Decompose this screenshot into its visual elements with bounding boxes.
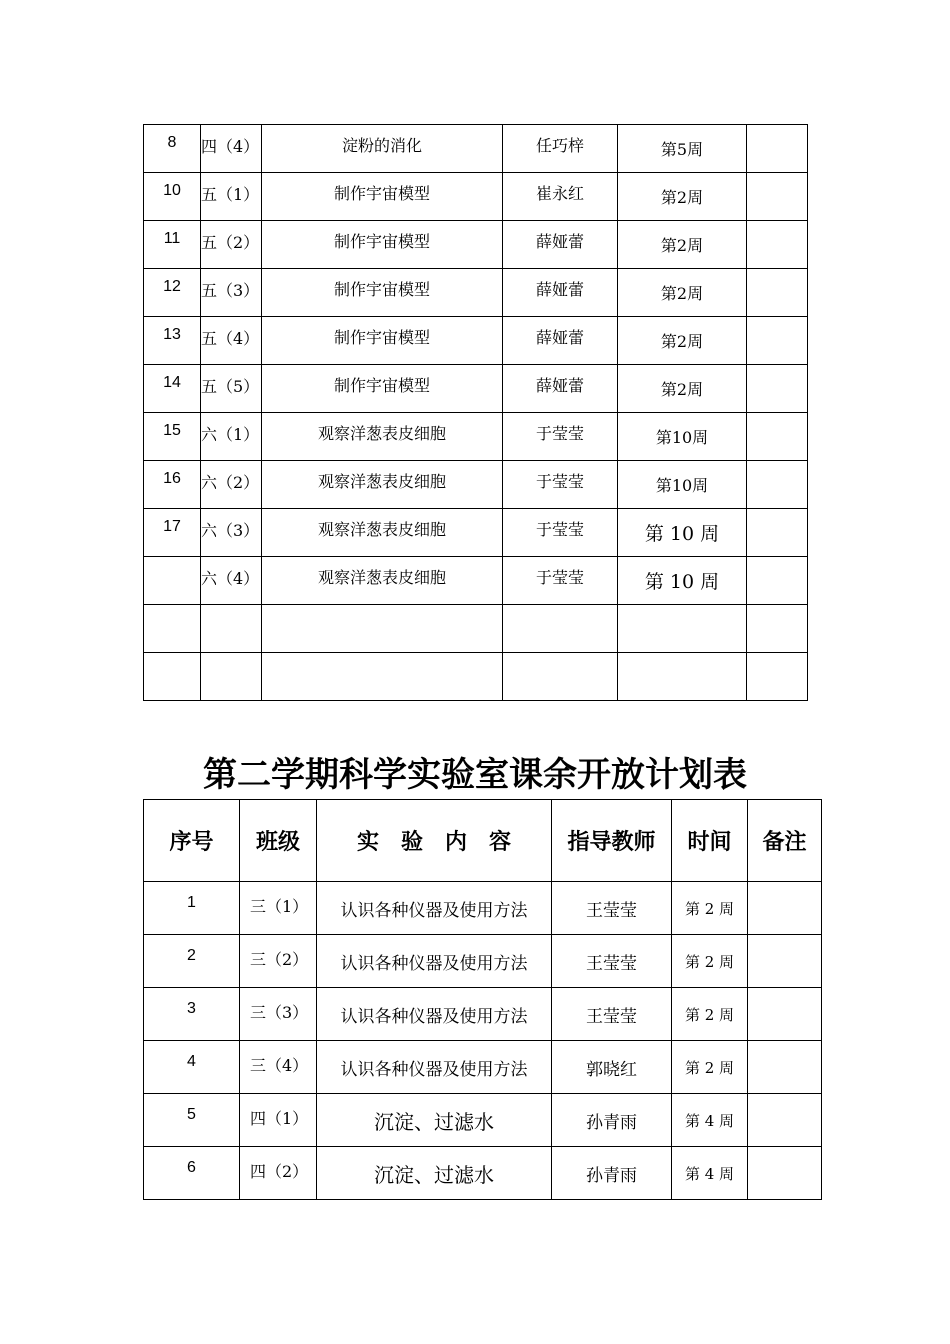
note-cell — [747, 557, 808, 605]
note-cell — [747, 605, 808, 653]
class-cell: 四（4） — [201, 125, 262, 173]
row-number: 14 — [144, 365, 201, 413]
table-row — [144, 935, 822, 988]
content-cell: 认识各种仪器及使用方法 — [317, 882, 552, 935]
teacher-cell: 薛娅蕾 — [503, 269, 618, 317]
table-row — [144, 221, 808, 269]
content-cell: 沉淀、过滤水 — [317, 1147, 552, 1200]
time-cell: 第10周 — [618, 413, 747, 461]
time-cell: 第 2 周 — [672, 882, 748, 935]
time-cell — [618, 605, 747, 653]
table-row — [144, 461, 808, 509]
table-row — [144, 1094, 822, 1147]
teacher-cell — [503, 653, 618, 701]
time-cell: 第 4 周 — [672, 1094, 748, 1147]
time-cell — [618, 653, 747, 701]
row-number: 16 — [144, 461, 201, 509]
teacher-cell: 薛娅蕾 — [503, 221, 618, 269]
note-cell — [747, 413, 808, 461]
content-cell — [262, 605, 503, 653]
content-cell: 认识各种仪器及使用方法 — [317, 1041, 552, 1094]
note-cell — [747, 269, 808, 317]
row-number: 11 — [144, 221, 201, 269]
class-cell: 六（3） — [201, 509, 262, 557]
row-number: 10 — [144, 173, 201, 221]
content-cell: 制作宇宙模型 — [262, 269, 503, 317]
teacher-cell: 郭晓红 — [552, 1041, 672, 1094]
row-number — [144, 605, 201, 653]
table-row — [144, 125, 808, 173]
content-cell: 制作宇宙模型 — [262, 173, 503, 221]
table-row — [144, 413, 808, 461]
note-cell — [747, 173, 808, 221]
row-number — [144, 557, 201, 605]
time-cell: 第 2 周 — [672, 935, 748, 988]
teacher-cell: 于莹莹 — [503, 461, 618, 509]
header-note: 备注 — [748, 800, 822, 882]
note-cell — [747, 221, 808, 269]
table-row — [144, 882, 822, 935]
teacher-cell: 于莹莹 — [503, 557, 618, 605]
row-number: 13 — [144, 317, 201, 365]
content-cell: 认识各种仪器及使用方法 — [317, 935, 552, 988]
content-cell: 制作宇宙模型 — [262, 365, 503, 413]
time-cell: 第2周 — [618, 269, 747, 317]
page-title: 第二学期科学实验室课余开放计划表 — [203, 755, 747, 795]
class-cell — [201, 605, 262, 653]
content-cell: 制作宇宙模型 — [262, 317, 503, 365]
teacher-cell: 王莹莹 — [552, 935, 672, 988]
table-row — [144, 1041, 822, 1094]
content-cell: 认识各种仪器及使用方法 — [317, 988, 552, 1041]
note-cell — [747, 317, 808, 365]
row-number: 1 — [144, 882, 240, 935]
header-time: 时间 — [672, 800, 748, 882]
class-cell: 五（4） — [201, 317, 262, 365]
note-cell — [747, 461, 808, 509]
table-row — [144, 317, 808, 365]
class-cell: 三（3） — [240, 988, 317, 1041]
note-cell — [748, 1041, 822, 1094]
row-number: 3 — [144, 988, 240, 1041]
teacher-cell: 于莹莹 — [503, 509, 618, 557]
time-cell: 第 4 周 — [672, 1147, 748, 1200]
teacher-cell: 王莹莹 — [552, 988, 672, 1041]
teacher-cell: 薛娅蕾 — [503, 365, 618, 413]
time-cell: 第10周 — [618, 461, 747, 509]
class-cell: 五（2） — [201, 221, 262, 269]
teacher-cell: 崔永红 — [503, 173, 618, 221]
time-cell: 第 2 周 — [672, 988, 748, 1041]
content-cell: 沉淀、过滤水 — [317, 1094, 552, 1147]
class-cell: 四（1） — [240, 1094, 317, 1147]
row-number: 12 — [144, 269, 201, 317]
class-cell: 三（4） — [240, 1041, 317, 1094]
class-cell: 六（2） — [201, 461, 262, 509]
row-number — [144, 653, 201, 701]
row-number: 5 — [144, 1094, 240, 1147]
time-cell: 第 2 周 — [672, 1041, 748, 1094]
content-cell: 淀粉的消化 — [262, 125, 503, 173]
table-row — [144, 365, 808, 413]
row-number: 17 — [144, 509, 201, 557]
note-cell — [748, 1147, 822, 1200]
time-cell: 第 10 周 — [618, 509, 747, 557]
teacher-cell: 王莹莹 — [552, 882, 672, 935]
class-cell: 五（1） — [201, 173, 262, 221]
class-cell: 五（3） — [201, 269, 262, 317]
class-cell: 六（4） — [201, 557, 262, 605]
teacher-cell: 薛娅蕾 — [503, 317, 618, 365]
table-row — [144, 269, 808, 317]
teacher-cell — [503, 605, 618, 653]
note-cell — [747, 365, 808, 413]
table-row — [144, 173, 808, 221]
note-cell — [747, 125, 808, 173]
row-number: 2 — [144, 935, 240, 988]
note-cell — [748, 988, 822, 1041]
note-cell — [747, 509, 808, 557]
content-cell — [262, 653, 503, 701]
row-number: 15 — [144, 413, 201, 461]
table-row — [144, 653, 808, 701]
note-cell — [748, 935, 822, 988]
class-cell: 三（1） — [240, 882, 317, 935]
content-cell: 制作宇宙模型 — [262, 221, 503, 269]
note-cell — [748, 882, 822, 935]
table-row — [144, 605, 808, 653]
table-row — [144, 988, 822, 1041]
schedule-table-continued — [143, 124, 808, 701]
class-cell: 六（1） — [201, 413, 262, 461]
note-cell — [748, 1094, 822, 1147]
class-cell: 四（2） — [240, 1147, 317, 1200]
time-cell: 第5周 — [618, 125, 747, 173]
row-number: 8 — [144, 125, 201, 173]
table-row — [144, 509, 808, 557]
header-teacher: 指导教师 — [552, 800, 672, 882]
teacher-cell: 任巧梓 — [503, 125, 618, 173]
time-cell: 第2周 — [618, 317, 747, 365]
time-cell: 第 10 周 — [618, 557, 747, 605]
table-row — [144, 557, 808, 605]
teacher-cell: 孙青雨 — [552, 1094, 672, 1147]
header-number: 序号 — [144, 800, 240, 882]
content-cell: 观察洋葱表皮细胞 — [262, 509, 503, 557]
time-cell: 第2周 — [618, 221, 747, 269]
time-cell: 第2周 — [618, 365, 747, 413]
teacher-cell: 孙青雨 — [552, 1147, 672, 1200]
header-class: 班级 — [240, 800, 317, 882]
content-cell: 观察洋葱表皮细胞 — [262, 461, 503, 509]
time-cell: 第2周 — [618, 173, 747, 221]
teacher-cell: 于莹莹 — [503, 413, 618, 461]
table-header-row — [144, 800, 822, 882]
note-cell — [747, 653, 808, 701]
row-number: 4 — [144, 1041, 240, 1094]
class-cell: 五（5） — [201, 365, 262, 413]
header-content: 实 验 内 容 — [317, 800, 552, 882]
table-row — [144, 1147, 822, 1200]
row-number: 6 — [144, 1147, 240, 1200]
content-cell: 观察洋葱表皮细胞 — [262, 413, 503, 461]
content-cell: 观察洋葱表皮细胞 — [262, 557, 503, 605]
schedule-table — [143, 799, 822, 1200]
class-cell — [201, 653, 262, 701]
class-cell: 三（2） — [240, 935, 317, 988]
